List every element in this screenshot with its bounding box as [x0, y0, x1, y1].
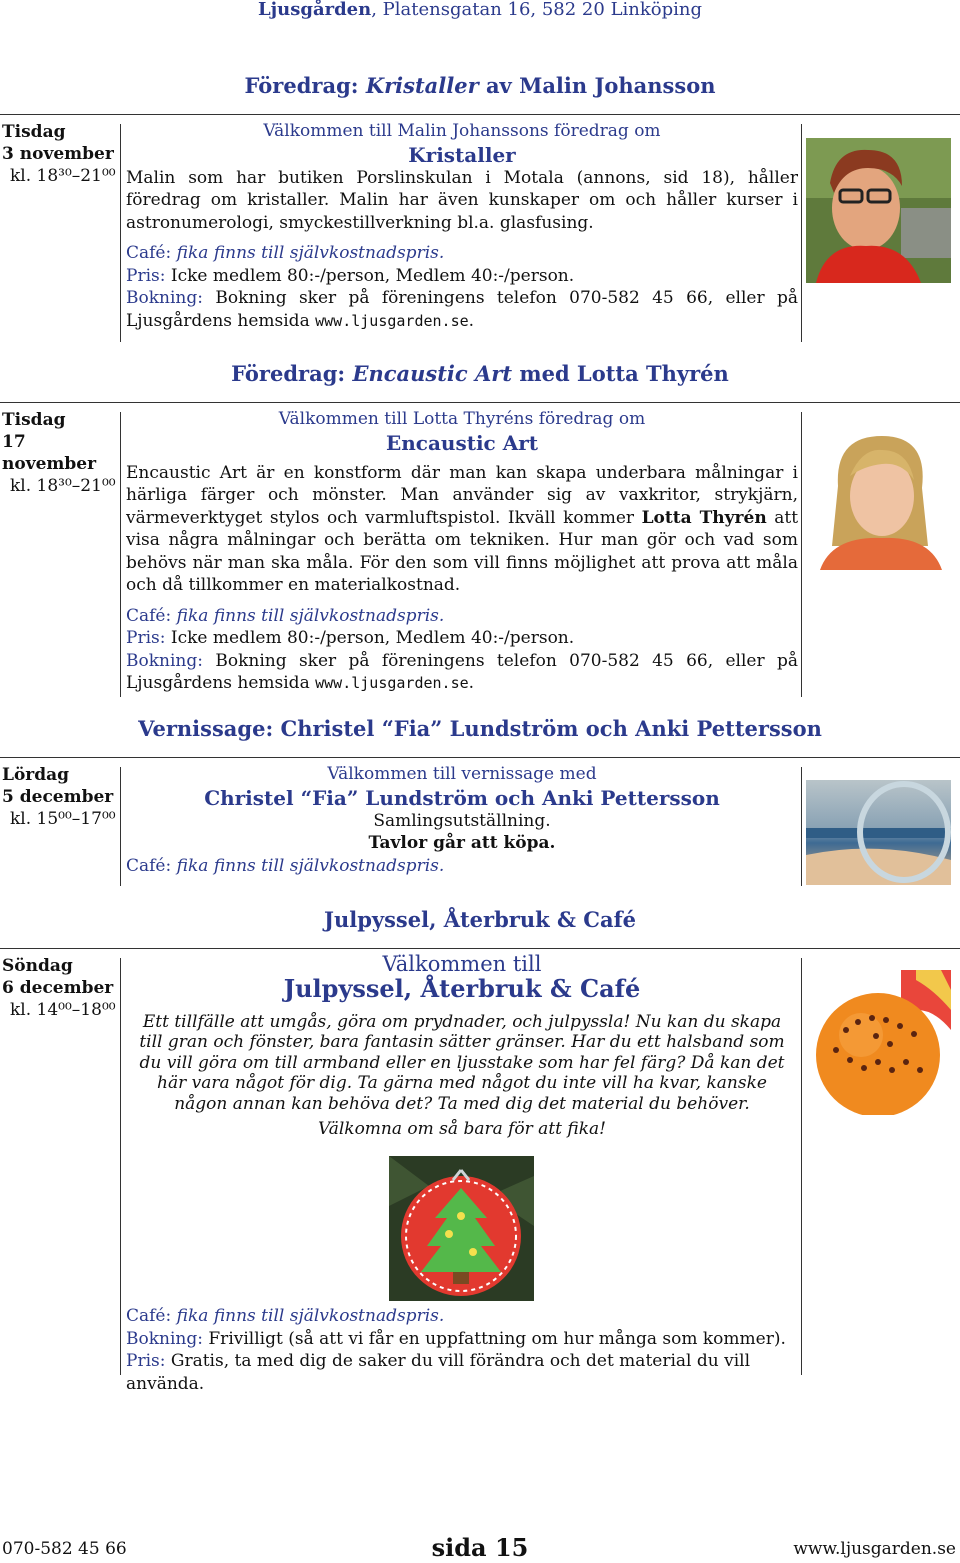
event-4-rule — [0, 948, 960, 949]
event-2-cafe: Café: fika finns till självkostnadspris. — [126, 605, 445, 626]
malin-johansson-photo — [806, 138, 951, 283]
venue-name: Ljusgården — [257, 0, 372, 20]
event-2-website-link[interactable]: www.ljusgarden.se — [315, 674, 469, 692]
event-4-price: Pris: Gratis, ta med dig de saker du vill förändra och det material du vill använda. — [126, 1351, 751, 1394]
event-4-details — [126, 1305, 798, 1395]
event-3-rule — [0, 757, 960, 758]
event-1-date: Tisdag 3 november kl. 18³⁰–21⁰⁰ — [2, 122, 116, 186]
event-1-right-divider — [801, 124, 802, 342]
footer-website-link[interactable]: www.ljusgarden.se — [793, 1539, 956, 1559]
page-number: sida 15 — [431, 1533, 529, 1562]
event-2-rule — [0, 402, 960, 403]
event-1-content: Välkommen till Malin Johanssons föredrag om Kristaller Malin som har butiken Porslinskulan i Motala (annons, sid 18), håller föredrag om kristaller. Malin har även kunskaper om och håller kurser i astronumerologi, smyckestillverkning bl.a. glasfusing. Café: fika finns till självkostnadspris. Pris: Icke medlem 80:-/person, Medlem 40:-/person. Bokning: Bokning sker på föreningens telefon 070-582 45 66, eller på Ljusgårdens hemsida www.ljusgarden.se. — [126, 121, 798, 331]
event-2-left-divider — [120, 412, 121, 697]
running-header — [0, 0, 960, 20]
event-4-booking: Bokning: Frivilligt (så att vi får en uppfattning om hur många som kommer). — [126, 1328, 786, 1349]
venue-address: , Platensgatan 16, 582 20 Linköping — [371, 0, 703, 20]
event-2-price: Pris: Icke medlem 80:-/person, Medlem 40:-/person. — [126, 628, 575, 648]
event-4-right-divider — [801, 958, 802, 1375]
event-1-price: Pris: Icke medlem 80:-/person, Medlem 40:-/person. — [126, 265, 575, 286]
event-4-content: Välkommen till Julpyssel, Återbruk & Café Ett tillfälle att umgås, göra om prydnader, och julpyssla! Nu kan du skapa till gran och fönster, bara fantasin sätter gränser. Har du ett halsband som du vill göra om till armband eller en ljusstake som har fel färg? Då kan det här vara något för dig. Ta gärna med något du inte vill ha kvar, kanske någon annan kan behöva det? Ta med dig det material du behöver. Välkomna om så bara för att fika! — [126, 953, 798, 1141]
event-4-description: Ett tillfälle att umgås, göra om prydnader, och julpyssla! Nu kan du skapa till gran och fönster, bara fantasin sätter gränser. Har du ett halsband som du vill göra om till armband eller en ljusstake som har fel färg? Då kan det här vara något för dig. Ta gärna med något du inte vill ha kvar, kanske någon annan kan behöva det? Ta med dig det material du behöver. — [139, 1011, 785, 1114]
event-1-cafe: Café: fika finns till självkostnadspris. — [126, 243, 445, 263]
event-4-closing: Välkomna om så bara för att fika! — [317, 1119, 606, 1139]
event-2-description: Encaustic Art är en konstform där man kan skapa underbara målningar i härliga färger och mönster. Man använder sig av vaxkritor, strykjärn, värmeverktyget stylos och varmluftspistol. Ikväll kommer Lotta Thyrén att visa några målningar och berätta om tekniken. Hur man gör och vad som behövs när man ska måla. För den som vill finns möjlighet att prova att måla och då tillkommer en materialkostnad. — [126, 462, 799, 595]
event-3-left-divider — [120, 767, 121, 886]
event-2-right-divider — [801, 412, 802, 697]
lotta-thyren-photo — [810, 426, 950, 570]
event-1-description: Malin som har butiken Porslinskulan i Motala (annons, sid 18), håller föredrag om kristaller. Malin har även kunskaper om och håller kurser i astronumerologi, smyckestillverkning bl.a. glasfusing. — [126, 167, 798, 233]
event-1-left-divider — [120, 124, 121, 342]
event-1-booking: Bokning: Bokning sker på föreningens telefon 070-582 45 66, eller på Ljusgårdens hemsida www.ljusgarden.se. — [126, 288, 798, 331]
event-1-rule — [0, 114, 960, 115]
event-4-cafe: Café: fika finns till självkostnadspris. — [126, 1306, 445, 1326]
event-4-left-divider — [120, 958, 121, 1375]
clove-orange-photo — [806, 970, 951, 1115]
event-2-date: Tisdag 17 november kl. 18³⁰–21⁰⁰ — [2, 410, 116, 496]
event-3-title: Vernissage: Christel “Fia” Lundström och Anki Pettersson — [138, 716, 822, 741]
christmas-ornament-photo — [389, 1156, 534, 1301]
footer-phone: 070-582 45 66 — [2, 1539, 127, 1559]
event-4-title: Julpyssel, Återbruk & Café — [324, 907, 636, 932]
painting-photo — [806, 780, 951, 885]
event-3-cafe: Café: fika finns till självkostnadspris. — [126, 855, 445, 876]
event-1-website-link[interactable]: www.ljusgarden.se — [315, 311, 469, 330]
event-2-content: Välkommen till Lotta Thyréns föredrag om Encaustic Art Encaustic Art är en konstform där man kan skapa underbara målningar i härliga färger och mönster. Man använder sig av vaxkritor, strykjärn, värmeverktyget stylos och varmluftspistol. Ikväll kommer Lotta Thyrén att visa några målningar och berätta om tekniken. Hur man gör och vad som behövs när man ska måla. För den som vill finns möjlighet att prova att måla och då tillkommer en materialkostnad. Café: fika finns till självkostnadspris. Pris: Icke medlem 80:-/person, Medlem 40:-/person. Bokning: Bokning sker på föreningens telefon 070-582 45 66, eller på Ljusgårdens hemsida www.ljusgarden.se. — [126, 409, 799, 693]
event-1-title: Föredrag: Kristaller av Malin Johansson — [244, 73, 716, 98]
event-3-right-divider — [801, 767, 802, 886]
event-3-content: Välkommen till vernissage med Christel “Fia” Lundström och Anki Pettersson Samlingsutställning. Tavlor går att köpa. Café: fika finns till självkostnadspris. — [126, 763, 798, 877]
event-3-date: Lördag 5 december kl. 15⁰⁰–17⁰⁰ — [2, 765, 116, 829]
event-4-date: Söndag 6 december kl. 14⁰⁰–18⁰⁰ — [2, 956, 116, 1020]
event-2-title: Föredrag: Encaustic Art med Lotta Thyrén — [231, 361, 729, 386]
event-2-booking: Bokning: Bokning sker på föreningens telefon 070-582 45 66, eller på Ljusgårdens hemsida www.ljusgarden.se. — [126, 650, 798, 693]
